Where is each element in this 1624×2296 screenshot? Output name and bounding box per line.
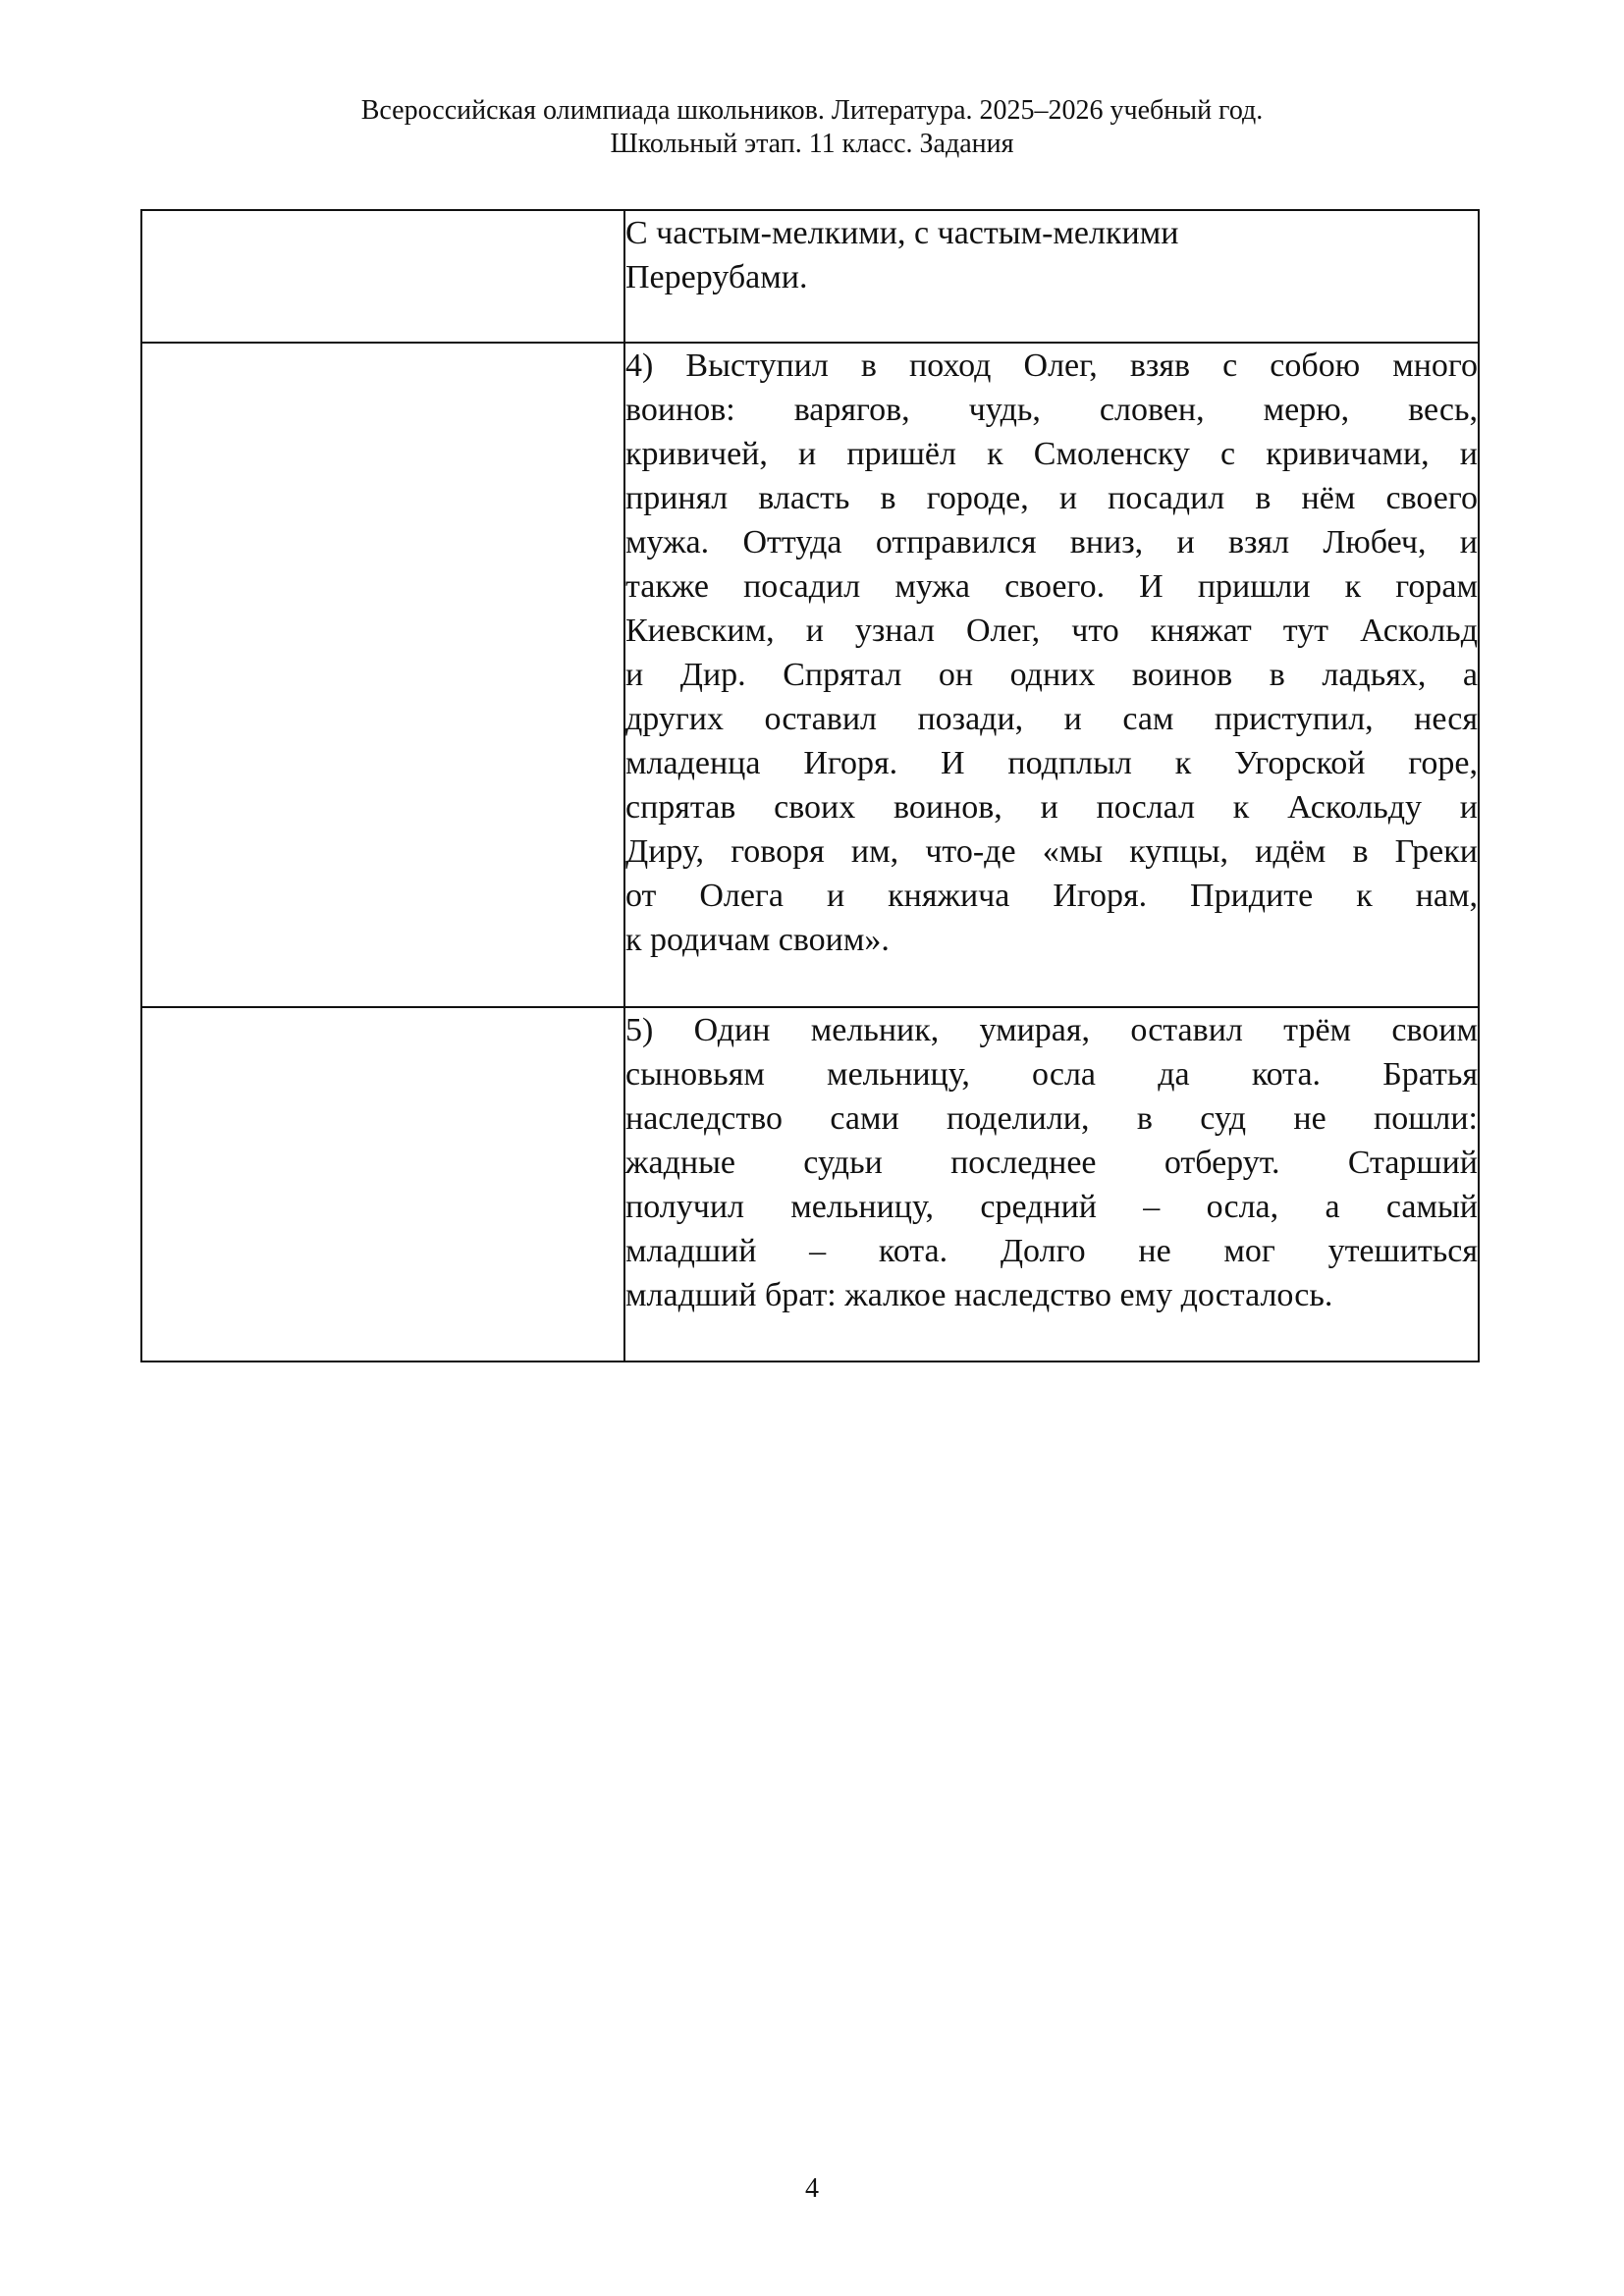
excerpt-line: от Олега и княжича Игоря. Придите к нам, bbox=[625, 878, 1478, 914]
page-header bbox=[0, 94, 1624, 161]
header-line-1: Всероссийская олимпиада школьников. Литература. 2025–2026 учебный год. bbox=[360, 95, 1264, 126]
page-number: 4 bbox=[805, 2173, 819, 2204]
excerpt-text bbox=[625, 211, 1478, 299]
excerpt-line: Перерубами. bbox=[625, 259, 808, 295]
excerpt-line: воинов: варягов, чудь, словен, мерю, весь, bbox=[625, 392, 1478, 428]
excerpt-line: младший брат: жалкое наследство ему досталось. bbox=[625, 1277, 1333, 1313]
excerpt-line: мужа. Оттуда отправился вниз, и взял Любеч, и bbox=[625, 524, 1478, 561]
excerpt-line: младенца Игоря. И подплыл к Угорской горе, bbox=[625, 745, 1478, 781]
answer-cell[interactable] bbox=[141, 210, 624, 343]
header-line-2: Школьный этап. 11 класс. Задания bbox=[610, 129, 1014, 159]
excerpt-line: жадные судьи последнее отберут. Старший bbox=[625, 1145, 1478, 1181]
excerpt-line: получил мельницу, средний – осла, а самый bbox=[625, 1189, 1478, 1225]
excerpt-cell bbox=[624, 343, 1479, 1007]
table-row bbox=[141, 210, 1479, 343]
excerpt-line: к родичам своим». bbox=[625, 922, 890, 958]
excerpt-line: также посадил мужа своего. И пришли к горам bbox=[625, 568, 1478, 605]
excerpt-line: и Дир. Спрятал он одних воинов в ладьях, а bbox=[625, 657, 1478, 693]
answer-cell[interactable] bbox=[141, 1007, 624, 1362]
excerpt-line: других оставил позади, и сам приступил, неся bbox=[625, 701, 1478, 737]
answer-cell[interactable] bbox=[141, 343, 624, 1007]
excerpt-line: принял власть в городе, и посадил в нём своего bbox=[625, 480, 1478, 516]
table-row bbox=[141, 343, 1479, 1007]
excerpt-line: 5) Один мельник, умирая, оставил трём своим bbox=[625, 1012, 1478, 1048]
excerpt-line: кривичей, и пришёл к Смоленску с кривичами, и bbox=[625, 436, 1478, 472]
excerpt-line: сыновьям мельницу, осла да кота. Братья bbox=[625, 1056, 1478, 1093]
excerpt-line: спрятав своих воинов, и послал к Аскольду и bbox=[625, 789, 1478, 826]
table-row bbox=[141, 1007, 1479, 1362]
answer-table bbox=[140, 209, 1480, 1362]
excerpt-line: С частым-мелкими, с частым-мелкими bbox=[625, 215, 1179, 251]
excerpt-text bbox=[625, 344, 1478, 962]
excerpt-line: Диру, говоря им, что-де «мы купцы, идём в Греки bbox=[625, 833, 1478, 870]
excerpt-cell bbox=[624, 1007, 1479, 1362]
excerpt-cell bbox=[624, 210, 1479, 343]
excerpt-line: младший – кота. Долго не мог утешиться bbox=[625, 1233, 1478, 1269]
excerpt-line: Киевским, и узнал Олег, что княжат тут Аскольд bbox=[625, 613, 1478, 649]
excerpt-line: 4) Выступил в поход Олег, взяв с собою много bbox=[625, 347, 1478, 384]
excerpt-line: наследство сами поделили, в суд не пошли: bbox=[625, 1100, 1478, 1137]
excerpt-text bbox=[625, 1008, 1478, 1317]
